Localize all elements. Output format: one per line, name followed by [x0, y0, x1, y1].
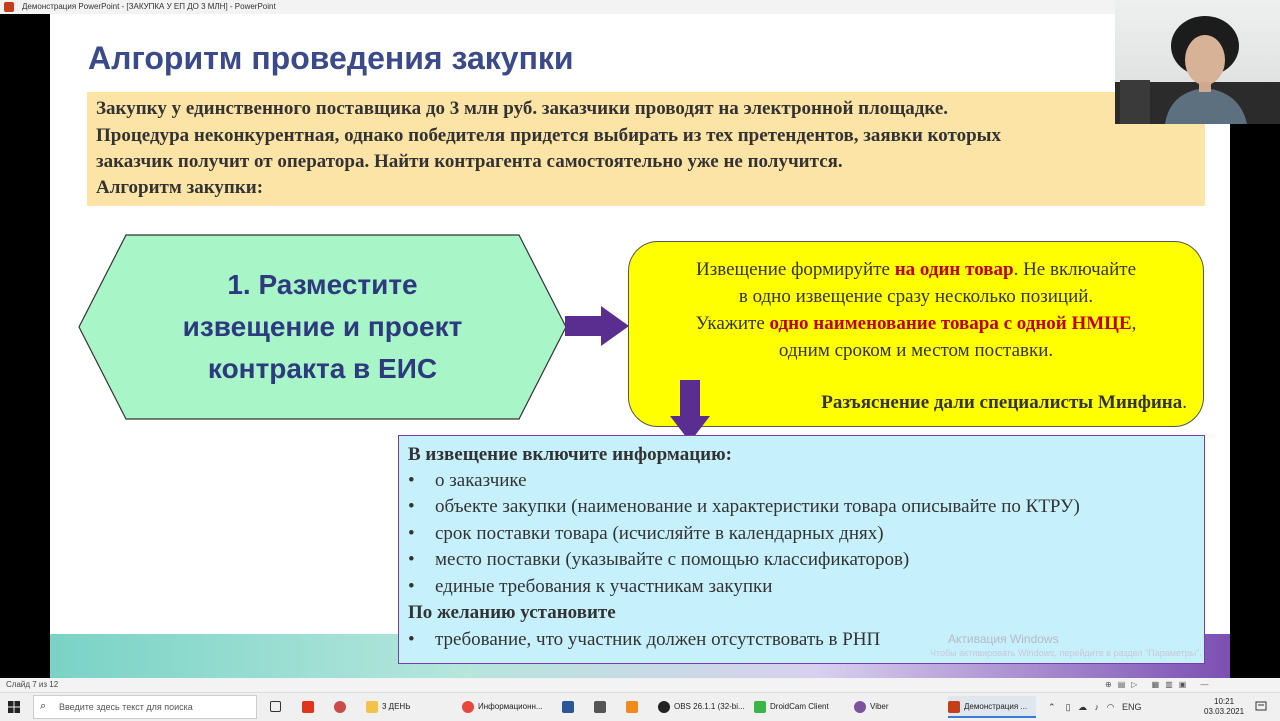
onedrive-icon[interactable]: ☁ — [1078, 702, 1088, 712]
notice-source: Разъяснение дали специалисты Минфина. — [821, 392, 1187, 413]
info-optional-heading: По желанию установите — [408, 602, 616, 623]
app-icon-orange[interactable] — [626, 696, 642, 718]
info-item: • срок поставки товара (исчисляйте в календарных днях) — [408, 523, 884, 544]
activation-watermark-text: Чтобы активировать Windows, перейдите в раздел "Параметры". — [930, 648, 1202, 658]
notice-line-3: Укажите одно наименование товара с одной НМЦЕ, — [695, 313, 1137, 334]
app-icon-red[interactable] — [302, 696, 318, 718]
arrow-down-icon — [670, 380, 710, 442]
intro-line: Закупку у единственного поставщика до 3 млн руб. заказчики проводят на электронной площадке. — [96, 98, 949, 119]
taskbar-app-droidcam[interactable]: DroidCam Client — [754, 696, 844, 718]
notice-line-2: в одно извещение сразу несколько позиций. — [738, 286, 1094, 307]
slide-canvas[interactable] — [50, 14, 1230, 678]
taskbar-app-obs[interactable]: OBS 26.1.1 (32-bi... — [658, 696, 744, 718]
search-icon: ⌕ — [40, 700, 47, 712]
info-item: • объекте закупки (наименование и характеристики товара описывайте по КТРУ) — [408, 496, 1080, 517]
slide-counter: Слайд 7 из 12 — [6, 680, 59, 689]
network-icon[interactable]: ▯ — [1065, 702, 1071, 712]
speaker-icon[interactable]: ♪ — [1094, 702, 1100, 712]
window-title-bar — [0, 0, 1280, 14]
taskbar-app-viber[interactable]: Viber — [854, 696, 940, 718]
intro-line: Алгоритм закупки: — [96, 177, 264, 198]
powerpoint-icon — [4, 2, 14, 12]
step1-line: контракта в ЕИС — [207, 353, 438, 384]
info-heading: В извещение включите информацию: — [408, 444, 732, 465]
windows-start-icon[interactable] — [8, 701, 20, 713]
activation-watermark-title: Активация Windows — [948, 632, 1059, 646]
taskbar-search[interactable] — [33, 695, 257, 719]
task-view-icon[interactable] — [270, 696, 284, 718]
clock[interactable] — [1204, 697, 1244, 717]
intro-line: заказчик получит от оператора. Найти контрагента самостоятельно уже не получится. — [96, 151, 843, 172]
status-bar — [0, 678, 1280, 692]
app-icon-browser[interactable] — [334, 696, 350, 718]
language-indicator[interactable]: ENG — [1121, 702, 1142, 712]
notice-line-4: одним сроком и местом поставки. — [778, 340, 1054, 361]
notice-info-box — [398, 435, 1205, 664]
arrow-right-icon — [565, 306, 629, 346]
notice-rules-box — [628, 241, 1204, 427]
search-placeholder: Введите здесь текст для поиска — [59, 702, 193, 712]
step1-text — [78, 264, 567, 390]
taskbar — [0, 692, 1280, 721]
taskbar-app-folder[interactable]: 3 ДЕНЬ — [366, 696, 452, 718]
info-item: • единые требования к участникам закупки — [408, 576, 773, 597]
view-controls[interactable]: ⊕▤▷ ▦▥▣ — — [1105, 680, 1215, 689]
notifications-icon[interactable] — [1255, 701, 1267, 713]
chevron-up-icon[interactable]: ⌃ — [1048, 702, 1056, 712]
taskbar-app-powerpoint[interactable]: Демонстрация ... — [948, 696, 1036, 718]
clock-time: 10:21 — [1214, 697, 1235, 706]
info-item: • о заказчике — [408, 470, 527, 491]
clock-date: 03.03.2021 — [1204, 707, 1245, 716]
taskbar-app-chrome[interactable]: Информационн... — [462, 696, 552, 718]
intro-line: Процедура неконкурентная, однако победителя придется выбирать из тех претендентов, заявки которых — [96, 125, 1001, 146]
intro-box — [87, 92, 1205, 206]
app-icon-calculator[interactable] — [594, 696, 610, 718]
app-icon-word[interactable] — [562, 696, 578, 718]
info-optional-item: • требование, что участник должен отсутствовать в РНП — [408, 629, 881, 650]
notice-line-1: Извещение формируйте на один товар. Не включайте — [695, 259, 1137, 280]
slide-title: Алгоритм проведения закупки — [88, 40, 574, 76]
window-title: Демонстрация PowerPoint - [ЗАКУПКА У ЕП ДО 3 МЛН] - PowerPoint — [22, 2, 276, 11]
info-item: • место поставки (указывайте с помощью классификаторов) — [408, 549, 910, 570]
presenter-video — [1115, 0, 1280, 124]
system-tray[interactable] — [1048, 696, 1141, 718]
step1-line: извещение и проект — [182, 311, 463, 342]
webcam-overlay — [1115, 0, 1280, 124]
step1-line: 1. Разместите — [227, 269, 418, 300]
wifi-icon[interactable]: ◠ — [1106, 702, 1115, 712]
